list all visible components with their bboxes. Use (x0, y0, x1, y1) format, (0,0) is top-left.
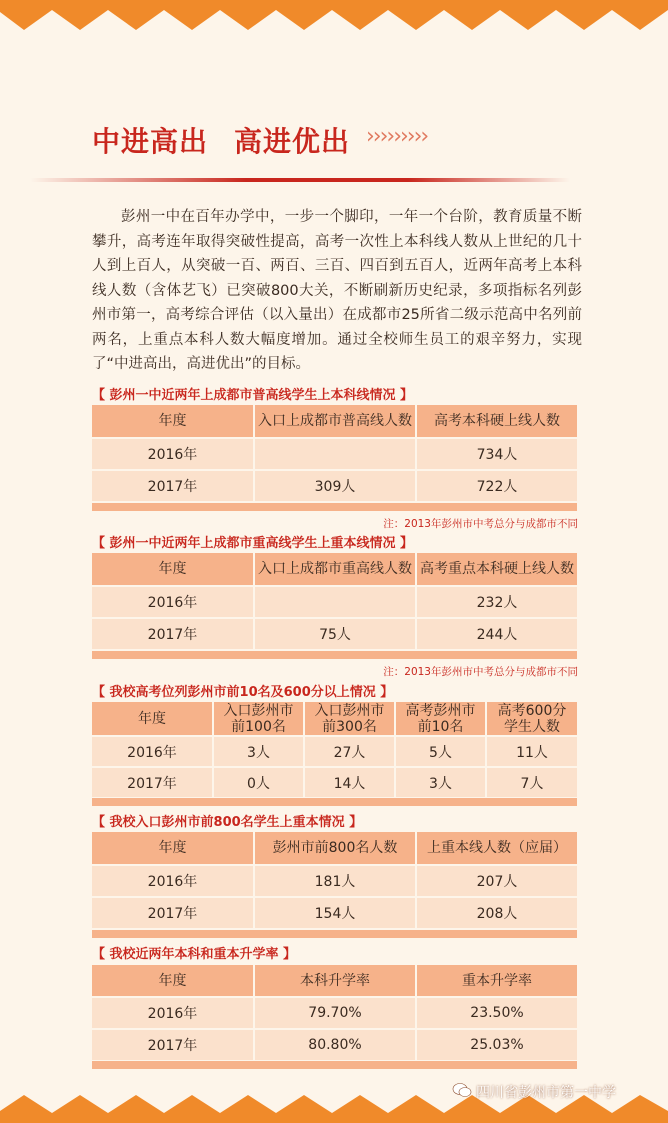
table-header-row (92, 965, 577, 997)
header-cell: 彭州市前800名人数 (254, 832, 416, 865)
header-cell: 年度 (92, 405, 254, 438)
table-cell: 27人 (304, 736, 395, 767)
table5-title: 【 我校近两年本科和重本升学率 】 (92, 947, 297, 962)
header-cell: 入口上成都市普高线人数 (254, 405, 416, 438)
heading-divider (30, 178, 570, 182)
table-cell: 2017年 (92, 1029, 254, 1061)
table3-bottom-bar (92, 798, 577, 806)
table-cell: 25.03% (416, 1029, 577, 1061)
table-header-row (92, 553, 577, 586)
wechat-icon (452, 1082, 472, 1098)
header-cell: 入口上成都市重高线人数 (254, 553, 416, 586)
zigzag-top-border (0, 0, 668, 32)
table2-bottom-bar (92, 651, 577, 659)
table-cell: 23.50% (416, 997, 577, 1029)
table-cell: 734人 (416, 438, 577, 470)
header-cell: 入口彭州市 前300名 (304, 702, 395, 736)
table3-title: 【 我校高考位列彭州市前10名及600分以上情况 】 (92, 685, 394, 700)
header-cell: 年度 (92, 702, 213, 736)
header-cell: 本科升学率 (254, 965, 416, 997)
header-cell: 年度 (92, 553, 254, 586)
table-cell: 2016年 (92, 865, 254, 897)
header-cell: 年度 (92, 832, 254, 865)
table4-bottom-bar (92, 930, 577, 938)
table-cell (254, 586, 416, 618)
table3 (92, 702, 577, 799)
table-cell: 208人 (416, 897, 577, 929)
table-cell: 309人 (254, 470, 416, 502)
table-row (92, 736, 577, 767)
table5-bottom-bar (92, 1061, 577, 1069)
table-cell: 7人 (486, 767, 577, 798)
heading-part2: 高进优出 (234, 125, 351, 158)
table-row (92, 1029, 577, 1061)
table-cell: 2017年 (92, 767, 213, 798)
table-row (92, 997, 577, 1029)
heading-arrows-icon: ››››››››› (366, 124, 428, 149)
table-cell: 207人 (416, 865, 577, 897)
table4 (92, 832, 577, 930)
table-row (92, 767, 577, 798)
header-cell: 高考重点本科硬上线人数 (416, 553, 577, 586)
table-cell: 2017年 (92, 618, 254, 650)
table2-note: 注：2013年彭州市中考总分与成都市不同 (383, 666, 578, 678)
intro-paragraph: 彭州一中在百年办学中，一步一个脚印，一年一个台阶，教育质量不断攀升，高考连年取得突破性提高，高考一次性上本科线人数从上世纪的几十人到上百人，从突破一百、两百、三百、四百到五百人，近两年高考上本科线人数（含体艺飞）已突破800大关，不断刷新历史纪录，多项指标名列彭州市第一，高考综合评估（以入量出）在成都市25所省二级示范高中名列前两名，上重点本科人数大幅度增加。通过全校师生员工的艰辛努力，实现了“中进高出，高进优出”的目标。 (92, 209, 582, 372)
table-cell: 2016年 (92, 997, 254, 1029)
table1-bottom-bar (92, 503, 577, 511)
table-cell: 3人 (213, 736, 304, 767)
table-cell: 2016年 (92, 438, 254, 470)
table-cell: 11人 (486, 736, 577, 767)
table-cell: 232人 (416, 586, 577, 618)
table-cell: 5人 (395, 736, 486, 767)
table-cell: 2017年 (92, 470, 254, 502)
watermark-text: 四川省彭州市第一中学 (476, 1085, 616, 1101)
table-cell: 244人 (416, 618, 577, 650)
table1 (92, 405, 577, 503)
table-row (92, 438, 577, 470)
heading-part1: 中进高出 (92, 125, 209, 158)
header-cell: 高考彭州市 前10名 (395, 702, 486, 736)
table2 (92, 553, 577, 651)
table-header-row (92, 702, 577, 736)
page-heading (92, 120, 350, 160)
header-cell: 重本升学率 (416, 965, 577, 997)
table-header-row (92, 405, 577, 438)
header-cell: 年度 (92, 965, 254, 997)
table-cell: 2016年 (92, 586, 254, 618)
table1-title: 【 彭州一中近两年上成都市普高线学生上本科线情况 】 (92, 388, 414, 403)
table2-title: 【 彭州一中近两年上成都市重高线学生上重本线情况 】 (92, 536, 414, 551)
table-cell: 2016年 (92, 736, 213, 767)
table-row (92, 586, 577, 618)
header-cell: 入口彭州市 前100名 (213, 702, 304, 736)
table1-note: 注：2013年彭州市中考总分与成都市不同 (383, 518, 578, 530)
table-cell: 2017年 (92, 897, 254, 929)
table-cell: 14人 (304, 767, 395, 798)
header-cell: 高考600分 学生人数 (486, 702, 577, 736)
table5 (92, 965, 577, 1062)
table-cell: 79.70% (254, 997, 416, 1029)
header-cell: 上重本线人数（应届） (416, 832, 577, 865)
table-header-row (92, 832, 577, 865)
table-cell: 154人 (254, 897, 416, 929)
table-row (92, 618, 577, 650)
table-cell: 3人 (395, 767, 486, 798)
table-row (92, 865, 577, 897)
table-row (92, 897, 577, 929)
table-cell: 75人 (254, 618, 416, 650)
table-cell (254, 438, 416, 470)
table-cell: 181人 (254, 865, 416, 897)
header-cell: 高考本科硬上线人数 (416, 405, 577, 438)
table-cell: 80.80% (254, 1029, 416, 1061)
table-row (92, 470, 577, 502)
table-cell: 0人 (213, 767, 304, 798)
table4-title: 【 我校入口彭州市前800名学生上重本情况 】 (92, 815, 363, 830)
table-cell: 722人 (416, 470, 577, 502)
